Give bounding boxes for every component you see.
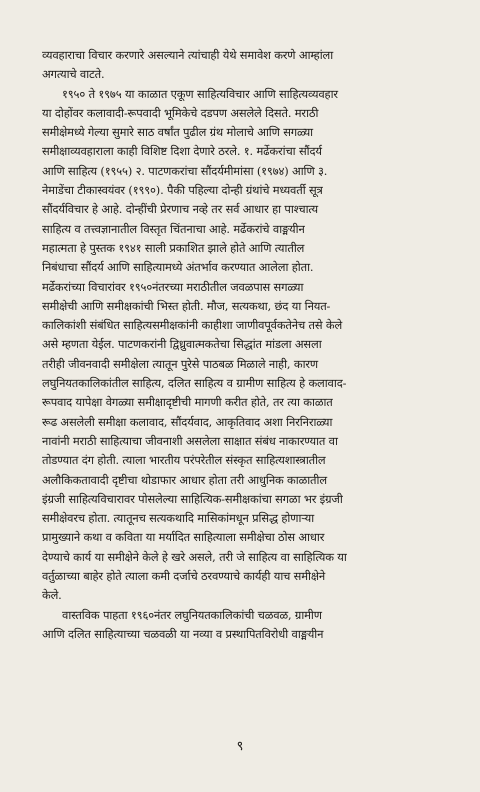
text-line: आणि दलित साहित्याच्या चळवळी या नव्या व प्रस्थापितविरोधी वाङ्मयीन [42,626,324,641]
text-line: साहित्य व तत्त्वज्ञानातील विस्तृत चिंतनाचा आहे. मर्ढेकरांचे वाङ्मयीन [42,221,305,236]
text-line: अलौकिकतावादी दृष्टीचा थोडाफार आधार होता तरी आधुनिक काळातील [42,472,327,487]
text-line: वर्तुळाच्या बाहेर होते त्याला कमी दर्जाचे ठरवण्याचे कार्यही याच समीक्षेने [42,569,326,584]
text-line: देण्याचे कार्य या समीक्षेने केले हे खरे असले, तरी जे साहित्य वा साहित्यिक या [42,549,347,564]
text-line: तोडण्यात दंग होती. त्याला भारतीय परंपरेतील संस्कृत साहित्यशास्त्रातील [42,453,326,468]
text-line: समीक्षेची आणि समीक्षकांची भिस्त होती. मौज, सत्यकथा, छंद या नियत- [42,298,331,313]
text-line: नेमाडेंचा टीकास्वयंवर (१९९०). पैकी पहिल्या दोन्ही ग्रंथांचे मध्यवर्ती सूत्र [42,183,323,198]
text-line: समीक्षाव्यवहाराला काही विशिष्ट दिशा देणारे ठरले. १. मर्ढेकरांचा सौंदर्य [42,144,322,159]
page-number: ९ [236,739,244,754]
text-line: आणि साहित्य (१९५५) २. पाटणकरांचा सौंदर्यमीमांसा (१९७४) आणि ३. [42,163,328,178]
text-line: असे म्हणता येईल. पाटणकरांनी द्विध्रुवात्मकतेचा सिद्धांत मांडला असला [42,337,322,352]
text-line: सौंदर्यविचार हे आहे. दोन्हींची प्रेरणाच नव्हे तर सर्व आधार हा पाश्चात्य [42,202,318,217]
text-line: इंग्रजी साहित्यविचारावर पोसलेल्या साहित्यिक-समीक्षकांचा सगळा भर इंग्रजी [42,491,343,506]
text-line: समीक्षेमध्ये गेल्या सुमारे साठ वर्षांत पुढील ग्रंथ मोलाचे आणि सगळ्या [42,125,313,140]
text-line: निबंधाचा सौंदर्य आणि साहित्यामध्ये अंतर्भाव करण्यात आलेला होता. [42,260,314,275]
text-line: या दोहोंवर कलावादी-रूपवादी भूमिकेचे दडपण असलेले दिसते. मराठी [42,105,319,120]
text-line: तरीही जीवनवादी समीक्षेला त्यातून पुरेसे पाठबळ मिळाले नाही, कारण [42,356,318,371]
text-line: प्रामुख्याने कथा व कविता या मर्यादित साहित्याला समीक्षेचा ठोस आधार [42,530,325,545]
text-line: महात्मता हे पुस्तक १९४१ साली प्रकाशित झाले होते आणि त्यातील [42,240,305,255]
text-line: व्यवहाराचा विचार करणारे असल्याने त्यांचाही येथे समावेश करणे आम्हांला [42,48,334,62]
text-line: लघुनियतकालिकांतील साहित्य, दलित साहित्य व ग्रामीण साहित्य हे कलावाद- [42,376,347,391]
text-line: रूढ असलेली समीक्षा कलावाद, सौंदर्यवाद, आकृतिवाद अशा निरनिराळ्या [42,414,333,429]
text-line: कालिकांशी संबंधित साहित्यसमीक्षकांनी काहीशा जाणीवपूर्वकतेनेच तसे केले [42,318,343,333]
text-line: मर्ढेकरांच्या विचारांवर १९५०नंतरच्या मराठीतील जवळपास सगळ्या [42,279,304,294]
text-line: वास्तविक पाहता १९६०नंतर लघुनियतकालिकांची चळवळ, ग्रामीण [62,607,322,622]
text-line: नावांनी मराठी साहित्याचा जीवनाशी असलेला साक्षात संबंध नाकारण्यात वा [42,433,338,448]
text-line: समीक्षेवरच होता. त्यातूनच सत्यकथादि मासिकांमधून प्रसिद्ध होणाऱ्या [42,511,315,526]
text-line: रूपवाद यापेक्षा वेगळ्या समीक्षादृष्टीची मागणी करीत होते, तर त्या काळात [42,395,333,410]
text-line: अगत्याचे वाटते. [42,67,105,82]
text-line: केले. [42,588,62,603]
text-line: १९५० ते १९७५ या काळात एकूण साहित्यविचार आणि साहित्यव्यवहार [62,86,338,101]
